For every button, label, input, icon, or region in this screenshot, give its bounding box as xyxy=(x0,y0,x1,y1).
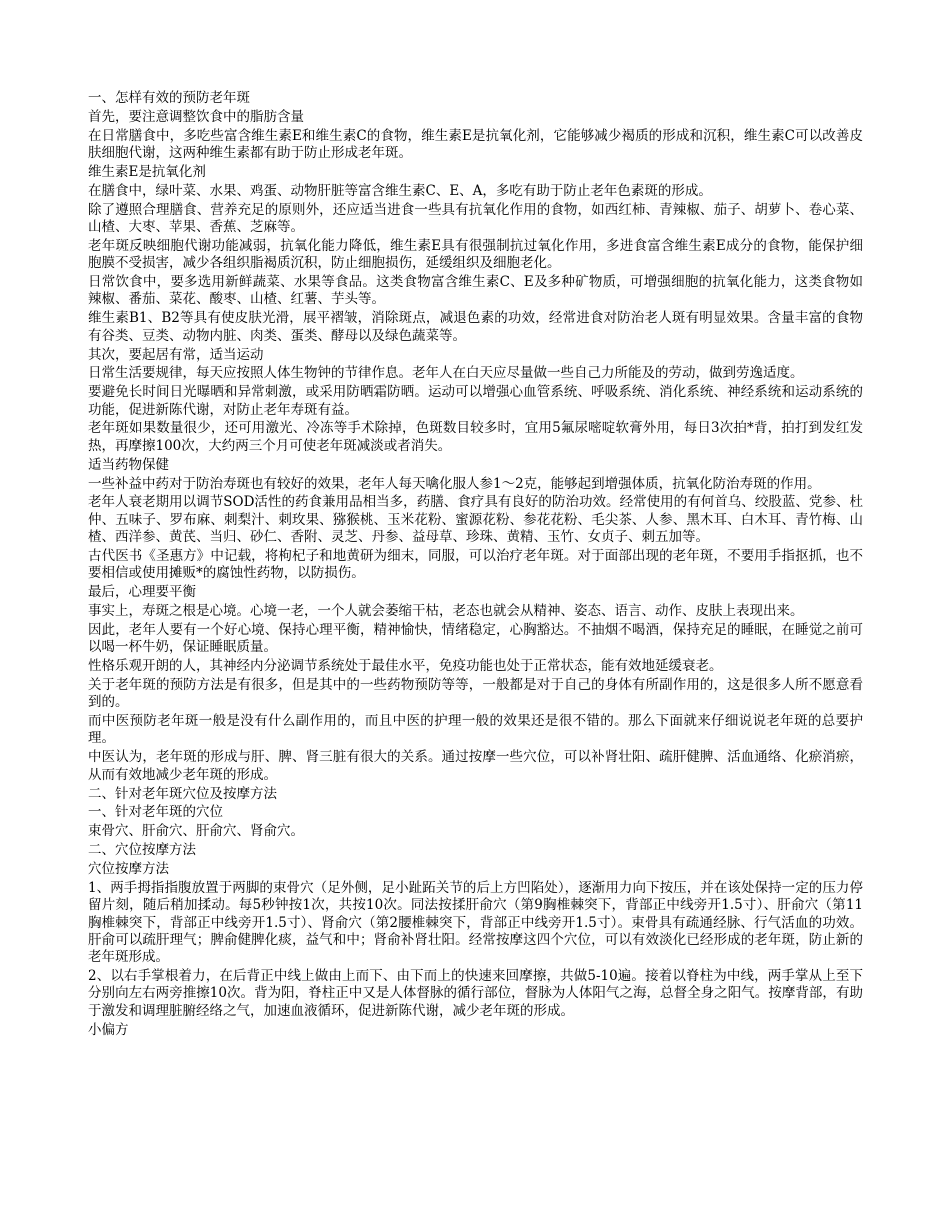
document-body xyxy=(88,90,863,1040)
paragraph: 古代医书《圣惠方》中记载，将枸杞子和地黄研为细末，同服，可以治疗老年斑。对于面部出现的老年斑，不要用手指抠抓，也不要相信或使用摊贩*的腐蚀性药物，以防损伤。 xyxy=(88,547,863,582)
paragraph: 关于老年斑的预防方法是有很多，但是其中的一些药物预防等等，一般都是对于自己的身体有所副作用的，这是很多人所不愿意看到的。 xyxy=(88,676,863,711)
paragraph: 性格乐观开朗的人，其神经内分泌调节系统处于最佳水平，免疫功能也处于正常状态，能有效地延缓衰老。 xyxy=(88,658,723,675)
paragraph: 因此，老年人要有一个好心境、保持心理平衡，精神愉快，情绪稳定，心胸豁达。不抽烟不喝酒，保持充足的睡眠，在睡觉之前可以喝一杯牛奶，保证睡眠质量。 xyxy=(88,621,863,656)
paragraph: 而中医预防老年斑一般是没有什么副作用的，而且中医的护理一般的效果还是很不错的。那么下面就来仔细说说老年斑的总要护理。 xyxy=(88,713,863,747)
section-heading: 二、针对老年斑穴位及按摩方法 xyxy=(88,785,277,802)
subheading: 最后，心理要平衡 xyxy=(88,584,196,601)
paragraph: 老年斑反映细胞代谢功能减弱，抗氧化能力降低，维生素E具有很强制抗过氧化作用，多进食富含维生素E成分的食物，能保护细胞膜不受损害，减少各组织脂褐质沉积，防止细胞损伤，延缓组织及细胞老化。 xyxy=(88,237,863,272)
paragraph: 老年斑如果数量很少，还可用激光、冷冻等手术除掉，色斑数目较多时，宜用5氟尿嘧啶软膏外用，每日3次拍*背，拍打到发红发热，再摩擦100次，大约两三个月可使老年斑减淡或者消失。 xyxy=(88,420,863,454)
subheading: 维生素E是抗氧化剂 xyxy=(88,163,206,180)
subheading: 穴位按摩方法 xyxy=(88,861,169,878)
paragraph: 在日常膳食中，多吃些富含维生素E和维生素C的食物，维生素E是抗氧化剂，它能够减少褐质的形成和沉积，维生素C可以改善皮肤细胞代谢，这两种维生素都有助于防止形成老年斑。 xyxy=(88,127,863,162)
paragraph: 除了遵照合理膳食、营养充足的原则外，还应适当进食一些具有抗氧化作用的食物，如西红柿、青辣椒、茄子、胡萝卜、卷心菜、山楂、大枣、苹果、香蕉、芝麻等。 xyxy=(88,201,863,236)
paragraph: 事实上，寿斑之根是心境。心境一老，一个人就会萎缩干枯，老态也就会从精神、姿态、语言、动作、皮肤上表现出来。 xyxy=(88,603,804,619)
paragraph: 日常生活要规律，每天应按照人体生物钟的节律作息。老年人在白天应尽量做一些自己力所能及的劳动，做到劳逸适度。 xyxy=(88,365,804,382)
subheading: 首先，要注意调整饮食中的脂肪含量 xyxy=(88,108,304,125)
paragraph: 中医认为，老年斑的形成与肝、脾、肾三脏有很大的关系。通过按摩一些穴位，可以补肾壮阳、疏肝健脾、活血通络、化瘀消瘀，从而有效地减少老年斑的形成。 xyxy=(88,749,863,783)
paragraph: 要避免长时间日光曝晒和异常刺激，或采用防晒霜防晒。运动可以增强心血管系统、呼吸系统、消化系统、神经系统和运动系统的功能，促进新陈代谢，对防止老年寿斑有益。 xyxy=(88,384,863,418)
paragraph: 2、以右手掌根着力，在后背正中线上做由上而下、由下而上的快速来回摩擦，共做5-10遍。接着以脊柱为中线，两手掌从上至下分别向左右两旁推擦10次。背为阳，脊柱正中又是人体督脉的循行部位，督脉为人体阳气之海，总督全身之阳气。按摩背部，有助于激发和调理脏腑经络之气，加速血液循环，促进新陈代谢，减少老年斑的形成。 xyxy=(88,968,863,1019)
paragraph: 老年人衰老期用以调节SOD活性的药食兼用品相当多，药膳、食疗具有良好的防治功效。经常使用的有何首乌、绞股蓝、党参、杜仲、五味子、罗布麻、刺梨汁、刺玫果、猕猴桃、玉米花粉、蜜源花粉、参花花粉、毛尖茶、人参、黑木耳、白木耳、青竹梅、山楂、西洋参、黄芪、当归、砂仁、香附、灵芝、丹参、益母草、珍珠、黄精、玉竹、女贞子、刺五加等。 xyxy=(88,494,863,546)
section-heading: 一、怎样有效的预防老年斑 xyxy=(88,90,250,106)
paragraph: 1、两手拇指指腹放置于两脚的束骨穴（足外侧，足小趾跖关节的后上方凹陷处），逐渐用力向下按压，并在该处保持一定的压力停留片刻，随后稍加揉动。每5秒钟按1次，共按10次。同法按揉肝俞穴（第9胸椎棘突下，背部正中线旁开1.5寸）、肝俞穴（第11胸椎棘突下，背部正中线旁开1.5寸）、肾俞穴（第2腰椎棘突下，背部正中线旁开1.5寸）。束骨具有疏通经脉、行气活血的功效。肝俞可以疏肝理气；脾俞健脾化痰，益气和中；肾俞补肾壮阳。经常按摩这四个穴位，可以有效淡化已经形成的老年斑，防止新的老年斑形成。 xyxy=(88,879,863,966)
subheading: 小偏方 xyxy=(88,1021,129,1038)
paragraph: 在膳食中，绿叶菜、水果、鸡蛋、动物肝脏等富含维生素C、E、A，多吃有助于防止老年色素斑的形成。 xyxy=(88,182,712,199)
paragraph: 维生素B1、B2等具有使皮肤光滑，展平褶皱，消除斑点，减退色素的功效，经常进食对防治老人斑有明显效果。含量丰富的食物有谷类、豆类、动物内脏、肉类、蛋类、酵母以及绿色蔬菜等。 xyxy=(88,310,863,344)
subheading: 其次，要起居有常，适当运动 xyxy=(88,346,264,363)
subheading: 一、针对老年斑的穴位 xyxy=(88,804,223,821)
paragraph: 束骨穴、肝俞穴、肝俞穴、肾俞穴。 xyxy=(88,823,304,840)
paragraph: 一些补益中药对于防治寿斑也有较好的效果，老年人每天噙化服人参1～2克，能够起到增强体质，抗氧化防治寿斑的作用。 xyxy=(88,475,821,492)
paragraph: 日常饮食中，要多选用新鲜蔬菜、水果等食品。这类食物富含维生素C、E及多种矿物质，可增强细胞的抗氧化能力，这类食物如辣椒、番茄、菜花、酸枣、山楂、红薯、芋头等。 xyxy=(88,274,863,308)
subheading: 二、穴位按摩方法 xyxy=(88,842,196,859)
subheading: 适当药物保健 xyxy=(88,456,169,473)
